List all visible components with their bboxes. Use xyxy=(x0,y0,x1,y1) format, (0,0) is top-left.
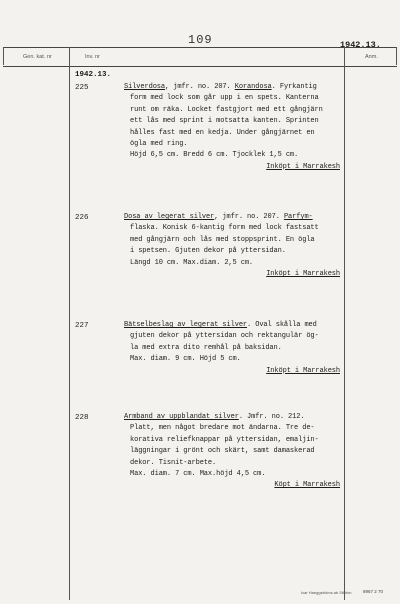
entry-title-line: Silverdosa, jmfr. no. 207. Korandosa. Fyrkantig xyxy=(124,83,317,91)
acquisition-note: Inköpt i Marrakesh xyxy=(266,162,340,171)
acquisition-note: Köpt i Marrakesh xyxy=(274,481,340,490)
group-year: 1942.13. xyxy=(75,71,112,79)
column-header-anm: Anm. xyxy=(365,54,378,60)
entry-description xyxy=(124,412,346,492)
page-number: 109 xyxy=(188,33,213,47)
entry-line: korativa reliefknappar på yttersidan, emaljin- xyxy=(130,435,319,444)
printer-imprint: Ivar Haeggströms ab Stkhlm xyxy=(301,590,352,595)
acquisition-note: Inköpt i Marrakesh xyxy=(266,366,340,375)
entry-line: ögla med ring. xyxy=(130,140,188,149)
entry-line: la med extra dito remhål på baksidan. xyxy=(130,343,282,352)
entry-number: 225 xyxy=(75,84,89,92)
column-divider xyxy=(69,47,70,600)
entry-line: form med lock som går upp i en spets. Kanterna xyxy=(130,94,319,103)
entry-line: runt om räka. Locket fastgjort med ett gångjärn xyxy=(130,105,323,114)
column-header-inv-nr: Inv. nr xyxy=(85,54,100,60)
entry-description xyxy=(124,82,346,173)
entry-line: Platt, men något bredare mot ändarna. Tre de- xyxy=(130,424,315,433)
entry-title-line: Dosa av legerat silver, jmfr. no. 207. Parfym- xyxy=(124,213,313,221)
form-code: 8967 2 70 xyxy=(363,589,384,594)
entry-line: hålles fast med en kedja. Under gångjärnet en xyxy=(130,128,315,137)
entry-line: flaska. Konisk 6-kantig form med lock fastsatt xyxy=(130,224,319,233)
entry-line: Max. diam. 9 cm. Höjd 5 cm. xyxy=(130,355,241,364)
column-header-gen-kat-nr: Gen. kat. nr xyxy=(23,54,52,60)
entry-number: 227 xyxy=(75,322,89,330)
entry-line: läggningar i grönt och skärt, samt damaskerad xyxy=(130,447,315,456)
column-divider xyxy=(396,47,397,65)
entry-line: gjuten dekor på yttersidan och rektangulär ög- xyxy=(130,332,319,341)
entry-line: Max. diam. 7 cm. Max.höjd 4,5 cm. xyxy=(130,470,266,479)
column-divider xyxy=(3,47,4,65)
entry-description xyxy=(124,320,346,377)
entry-line: med gångjärn och lås med stoppsprint. En ögla xyxy=(130,235,315,244)
entry-line: Höjd 6,5 cm. Bredd 6 cm. Tjocklek 1,5 cm. xyxy=(130,151,299,160)
entry-title-line: Bätselbeslag av legerat silver. Oval skålla med xyxy=(124,321,317,329)
entry-line: Längd 10 cm. Max.diam. 2,5 cm. xyxy=(130,258,254,267)
entry-title-line: Armband av uppblandat silver. Jmfr. no. 212. xyxy=(124,413,305,421)
entry-line: i spetsen. Gjuten dekor på yttersidan. xyxy=(130,247,286,256)
acquisition-note: Inköpt i Marrakesh xyxy=(266,270,340,279)
entry-number: 226 xyxy=(75,214,89,222)
entry-number: 228 xyxy=(75,414,89,422)
entry-description xyxy=(124,212,346,280)
year-reference: 1942.13. xyxy=(340,40,381,50)
entry-line: ett lås med sprint i motsatta kanten. Sprinten xyxy=(130,117,319,126)
entry-line: dekor. Tisnit-arbete. xyxy=(130,458,217,467)
header-bar xyxy=(3,47,397,67)
